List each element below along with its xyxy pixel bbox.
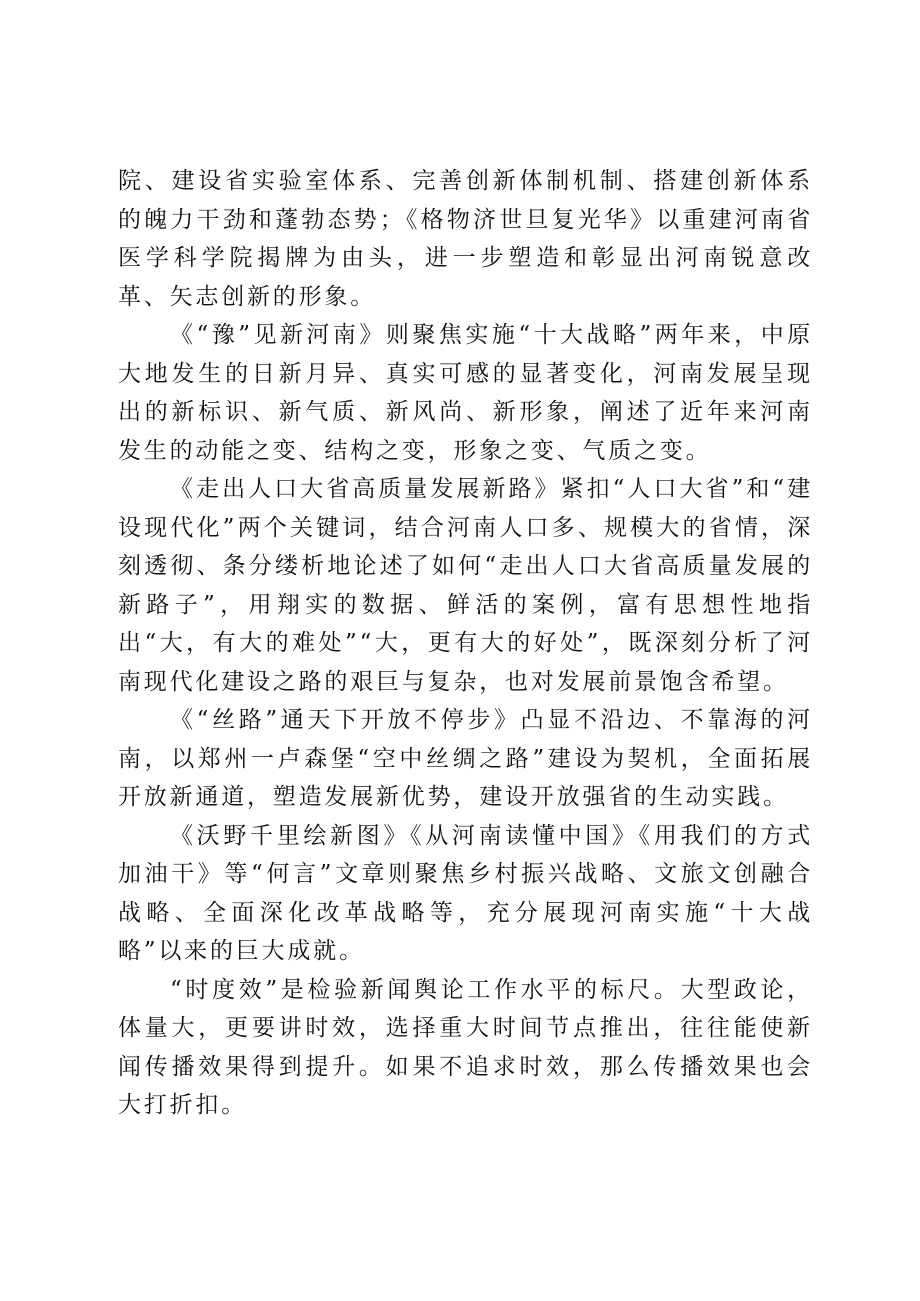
paragraph-6: “时度效”是检验新闻舆论工作水平的标尺。大型政论，体量大，更要讲时效，选择重大时间节点推出，往往能使新闻传播效果得到提升。如果不追求时效，那么传播效果也会大打折扣。: [118, 976, 813, 1118]
paragraph-2: 《“豫”见新河南》则聚焦实施“十大战略”两年来，中原大地发生的日新月异、真实可感的显著变化，河南发展呈现出的新标识、新气质、新风尚、新形象，阐述了近年来河南发生的动能之变、结构之变，形象之变、气质之变。: [118, 322, 813, 464]
paragraph-5: 《沃野千里绘新图》《从河南读懂中国》《用我们的方式加油干》等“何言”文章则聚焦乡村振兴战略、文旅文创融合战略、全面深化改革战略等，充分展现河南实施“十大战略”以来的巨大成就。: [118, 822, 813, 964]
article-body: [118, 162, 813, 1125]
paragraph-3: 《走出人口大省高质量发展新路》紧扣“人口大省”和“建设现代化”两个关键词，结合河南人口多、规模大的省情，深刻透彻、条分缕析地论述了如何“走出人口大省高质量发展的新路子”，用翔实的数据、鲜活的案例，富有思想性地指出“大，有大的难处”“大，更有大的好处”，既深刻分析了河南现代化建设之路的艰巨与复杂，也对发展前景饱含希望。: [118, 476, 813, 695]
paragraph-1: 院、建设省实验室体系、完善创新体制机制、搭建创新体系的魄力干劲和蓬勃态势；《格物济世旦复光华》以重建河南省医学科学院揭牌为由头，进一步塑造和彰显出河南锐意改革、矢志创新的形象。: [118, 168, 813, 310]
paragraph-4: 《“丝路”通天下开放不停步》凸显不沿边、不靠海的河南，以郑州一卢森堡“空中丝绸之路”建设为契机，全面拓展开放新通道，塑造发展新优势，建设开放强省的生动实践。: [118, 707, 813, 810]
